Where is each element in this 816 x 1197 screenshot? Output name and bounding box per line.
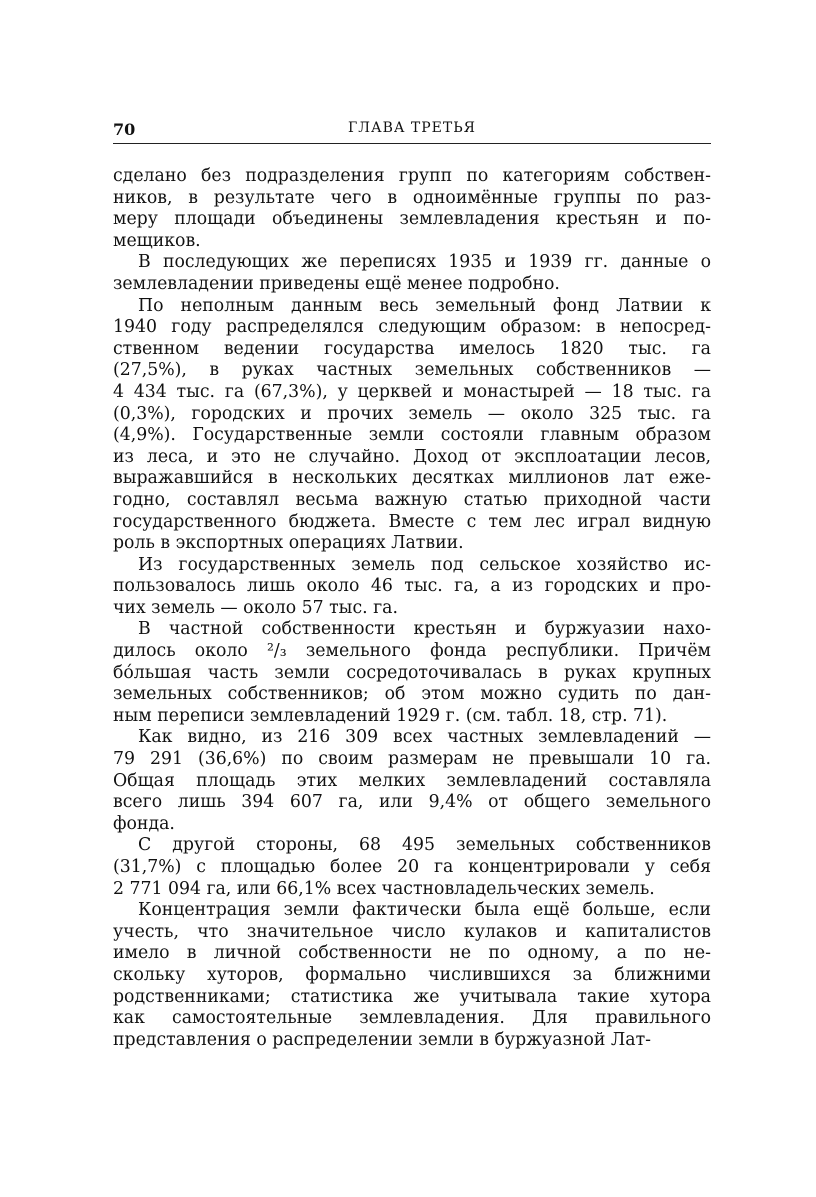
text-line: учесть, что значительное число кулаков и капиталистов	[113, 921, 711, 942]
text-line: Из государственных земель под сельское хозяйство ис-	[138, 554, 711, 575]
body-text	[113, 166, 711, 1051]
running-head	[113, 118, 711, 142]
text-line: мещиков.	[113, 230, 201, 251]
text-line: Как видно, из 216 309 всех частных землевладений —	[138, 727, 711, 748]
text-line: 1940 году распределялся следующим образом: в непосред-	[113, 317, 711, 338]
text-line: Концентрация земли фактически была ещё больше, если	[138, 900, 711, 921]
text-line: пользовалось лишь около 46 тыс. га, а из городских и про-	[113, 576, 711, 597]
text-line: 79 291 (36,6%) по своим размерам не превышали 10 га.	[113, 749, 711, 770]
paragraph	[113, 555, 711, 620]
text-line: выражавшийся в нескольких десятках миллионов лат еже-	[113, 468, 711, 489]
text-line: Общая площадь этих мелких землевладений составляла	[113, 770, 711, 791]
text-line: представления о распределении земли в буржуазной Лат-	[113, 1029, 652, 1050]
text-line: (0,3%), городских и прочих земель — около 325 тыс. га	[113, 403, 711, 424]
text-line: сделано без подразделения групп по категориям собствен-	[113, 166, 711, 186]
text-line: имело в личной собственности не по одному, а по не-	[113, 943, 711, 964]
header-rule	[113, 143, 711, 144]
text-line: (27,5%), в руках частных земельных собственников —	[113, 360, 711, 381]
text-line: всего лишь 394 607 га, или 9,4% от общего земельного	[113, 792, 711, 813]
text-line: чих земель — около 57 тыс. га.	[113, 597, 398, 618]
paragraph	[113, 619, 711, 727]
text-line: дилось около ²/₃ земельного фонда республики. Причём	[113, 641, 711, 662]
paragraph	[113, 296, 711, 555]
text-line: родственниками; статистика же учитывала такие хутора	[113, 986, 711, 1007]
text-line: земельных собственников; об этом можно судить по дан-	[113, 684, 711, 705]
paragraph	[113, 166, 711, 252]
text-line: землевладении приведены ещё менее подробно.	[113, 273, 560, 294]
text-line: государственного бюджета. Вместе с тем лес играл видную	[113, 511, 711, 532]
text-line: В последующих же переписях 1935 и 1939 гг. данные о	[138, 252, 711, 273]
paragraph	[113, 252, 711, 295]
text-line: как самостоятельные землевладения. Для правильного	[113, 1008, 711, 1029]
text-line: роль в экспортных операциях Латвии.	[113, 533, 464, 554]
text-line: бо́льшая часть земли сосредоточивалась в руках крупных	[113, 662, 711, 683]
text-line: меру площади объединены землевладения крестьян и по-	[113, 209, 711, 230]
paragraph	[113, 835, 711, 900]
text-line: В частной собственности крестьян и буржуазии нахо-	[138, 619, 711, 640]
text-line: 2 771 094 га, или 66,1% всех частновладельческих земель.	[113, 878, 655, 899]
text-line: (4,9%). Государственные земли состояли главным образом	[113, 425, 711, 446]
text-line: По неполным данным весь земельный фонд Латвии к	[138, 295, 711, 316]
paragraph	[113, 900, 711, 1051]
chapter-title: ГЛАВА ТРЕТЬЯ	[348, 120, 476, 136]
text-line: ственном ведении государства имелось 1820 тыс. га	[113, 338, 711, 359]
text-line: скольку хуторов, формально числившихся за ближними	[113, 964, 711, 985]
paragraph	[113, 727, 711, 835]
text-line: С другой стороны, 68 495 земельных собственников	[138, 835, 711, 856]
text-line: годно, составлял весьма важную статью приходной части	[113, 489, 711, 510]
text-line: фонда.	[113, 813, 175, 834]
text-line: ным переписи землевладений 1929 г. (см. табл. 18, стр. 71).	[113, 705, 668, 726]
text-line: ников, в результате чего в одноимённые группы по раз-	[113, 187, 711, 208]
text-line: (31,7%) с площадью более 20 га концентрировали у себя	[113, 857, 711, 877]
text-line: из леса, и это не случайно. Доход от эксплоатации лесов,	[113, 446, 711, 467]
text-line: 4 434 тыс. га (67,3%), у церквей и монастырей — 18 тыс. га	[113, 381, 711, 402]
page-number: 70	[113, 120, 136, 139]
